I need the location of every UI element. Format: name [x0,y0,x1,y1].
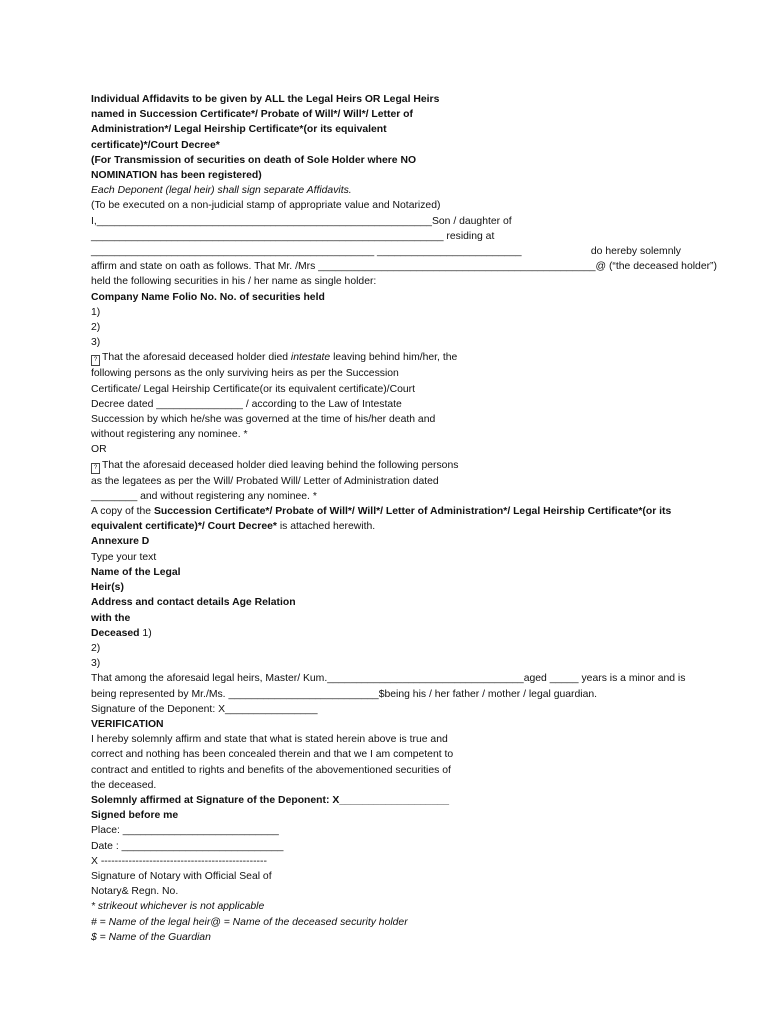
solemnly-blanks: _________________________________________________ _________________________ [91,246,522,258]
deponent-name-line: I,__________________________________________________________Son / daughter of [91,215,512,227]
securities-row-3: 3) [91,337,101,349]
title-line-4: certificate)*/Court Decree* [91,139,220,151]
date-line: Date : ____________________________ [91,840,284,852]
solemnly-text: do hereby solemnly [590,246,681,258]
annexure-label: Annexure D [91,536,150,548]
intestate-text-b: leaving behind him/her, the [330,352,458,364]
type-text: Type your text [91,551,157,563]
residing-line: _____________________________________________________________ residing at [91,230,495,242]
heirs-header-3: Address and contact details Age Relation [91,597,296,609]
securities-header: Company Name Folio No. No. of securities held [91,291,325,303]
heirs-header-4: with the [91,612,131,624]
solemnly-line [91,244,681,259]
copy-line-2 [91,519,681,534]
heirs-header-1: Name of the Legal [91,566,181,578]
title-line-5: (For Transmission of securities on death of Sole Holder where NO [91,154,417,166]
verification-line-2: correct and nothing has been concealed therein and that we I am competent to [91,749,454,761]
securities-row-2: 2) [91,322,101,334]
footnote-strikeout: * strikeout whichever is not applicable [91,901,265,913]
will-line-1 [91,458,681,474]
securities-row-1: 1) [91,306,101,318]
notary-line-1: Signature of Notary with Official Seal of [91,870,272,882]
notary-line-2: Notary& Regn. No. [91,886,179,898]
copy-line-1 [91,504,681,519]
title-line-2: named in Succession Certificate*/ Probate of Will*/ Will*/ Letter of [91,109,413,121]
deponent-note: Each Deponent (legal heir) shall sign separate Affidavits. [91,185,352,197]
checkbox-glyph-icon: ? [91,355,100,366]
minor-line-1: That among the aforesaid legal heirs, Master/ Kum.__________________________________aged _____ years is a minor and is [91,673,686,685]
deceased-label: Deceased [91,627,140,639]
minor-line-2: being represented by Mr./Ms. __________________________$being his / her father / mother / legal guardian. [91,688,598,700]
intestate-line-4: Decree dated _______________ / according to the Law of Intestate [91,398,402,410]
deponent-signature-line: Signature of the Deponent: X________________ [91,703,318,715]
stamp-note: (To be executed on a non-judicial stamp of appropriate value and Notarized) [91,200,441,212]
checkbox-glyph-icon: ? [91,463,100,474]
x-line: X ------------------------------------------------ [91,855,267,867]
verification-line-4: the deceased. [91,779,157,791]
will-text-a: That the aforesaid deceased holder died leaving behind the following persons [102,459,459,471]
heirs-row-2: 2) [91,642,101,654]
intestate-line-1 [91,350,681,366]
copy-bold-1: Succession Certificate*/ Probate of Will*/ Will*/ Letter of Administration*/ Legal Heirship Certificate*(or its [153,506,672,518]
heirs-row-1-num: 1) [142,627,152,639]
intestate-line-2: following persons as the only surviving heirs as per the Succession [91,368,399,380]
verification-line-1: I hereby solemnly affirm and state that what is stated herein above is true and [91,734,448,746]
held-line: held the following securities in his / her name as single holder: [91,276,377,288]
copy-bold-2: equivalent certificate)*/ Court Decree* [91,521,277,533]
footnote-hash: # = Name of the legal heir@ = Name of the deceased security holder [91,916,408,928]
or-label: OR [91,444,107,456]
place-line: Place: ___________________________ [91,825,279,837]
verification-title: VERIFICATION [91,718,164,730]
intestate-line-5: Succession by which he/she was governed at the time of his/her death and [91,414,436,426]
affirmed-line: Solemnly affirmed at Signature of the Deponent: X___________________ [91,794,450,806]
will-line-2: as the legatees as per the Will/ Probated Will/ Letter of Administration dated [91,475,439,487]
copy-prefix: A copy of the [91,506,154,518]
affidavit-body [91,92,717,945]
title-line-1: Individual Affidavits to be given by ALL the Legal Heirs OR Legal Heirs [91,94,440,105]
footnote-dollar: $ = Name of the Guardian [91,931,211,943]
intestate-line-6: without registering any nominee. * [91,429,248,441]
intestate-word: intestate [290,352,331,364]
title-line-3: Administration*/ Legal Heirship Certificate*(or its equivalent [91,124,387,136]
heirs-row-3: 3) [91,658,101,670]
signed-before: Signed before me [91,810,179,822]
will-line-3: ________ and without registering any nominee. * [91,490,317,502]
intestate-text-a: That the aforesaid deceased holder died [102,352,291,364]
affirm-line: affirm and state on oath as follows. That Mr. /Mrs ________________________________________________@ (“the deceased holder”) [91,261,717,273]
title-line-6: NOMINATION has been registered) [91,170,262,182]
copy-suffix: is attached herewith. [276,521,376,533]
heirs-header-2: Heir(s) [91,582,124,594]
intestate-line-3: Certificate/ Legal Heirship Certificate(or its equivalent certificate)/Court [91,383,415,395]
heirs-row-1 [91,626,681,641]
verification-line-3: contract and entitled to rights and benefits of the abovementioned securities of [91,764,451,776]
